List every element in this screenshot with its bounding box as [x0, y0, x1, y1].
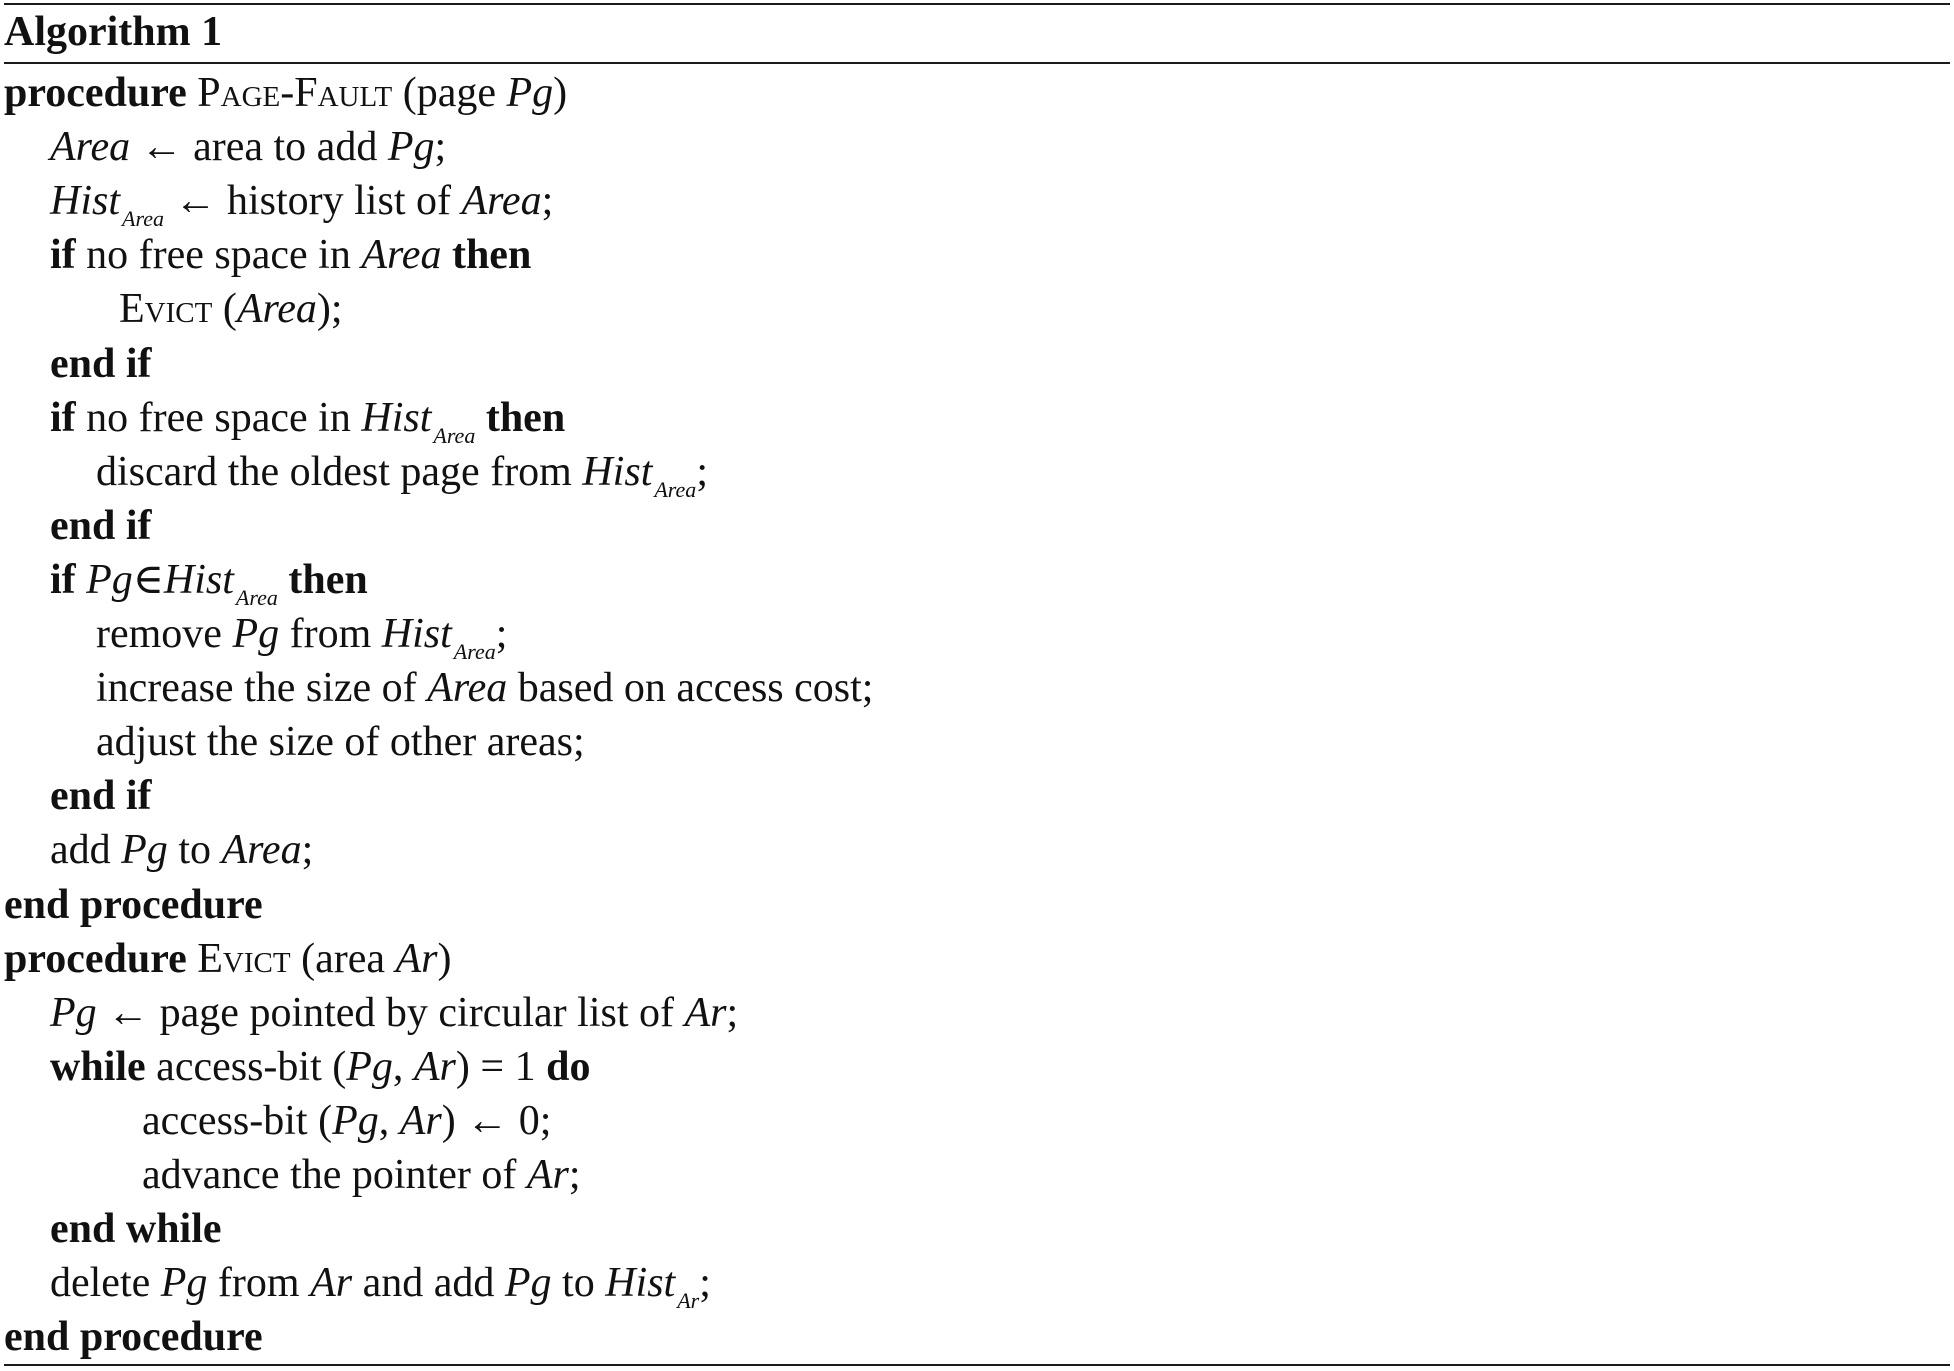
line-text: ; [434, 124, 447, 171]
line-text: from [207, 1260, 311, 1307]
algorithm-line [50, 825, 313, 875]
variable: Pg [346, 1043, 393, 1090]
line-text [76, 557, 87, 603]
variable: Pg [232, 611, 280, 657]
line-text: add [50, 827, 122, 874]
procedure-name: Page-Fault [197, 70, 393, 116]
line-text: remove [96, 611, 233, 657]
algorithm-line [50, 393, 565, 449]
variable: Hist [582, 448, 653, 495]
line-text: delete [50, 1260, 161, 1307]
keyword: while [50, 1043, 146, 1090]
algorithm-line [4, 934, 451, 984]
variable: Pg [387, 124, 435, 171]
variable: Pg [86, 556, 133, 603]
line-text: and add [352, 1260, 505, 1307]
line-text: to [551, 1260, 606, 1307]
variable: Ar [413, 1043, 456, 1090]
line-text: no free space in [75, 232, 362, 279]
keyword: end if [50, 502, 152, 549]
variable: Pg [332, 1097, 379, 1144]
line-text: from [279, 611, 382, 657]
algorithm-line [50, 122, 446, 172]
keyword: then [485, 394, 566, 441]
line-text: access-bit ( [142, 1097, 333, 1144]
variable: Ar [526, 1152, 569, 1198]
procedure-name: Evict [119, 286, 213, 333]
line-text: ( [212, 286, 237, 333]
algorithm-line [4, 68, 567, 118]
variable: Area [461, 178, 542, 225]
line-text: ; [495, 611, 508, 657]
line-text [441, 232, 452, 278]
subscript: Ar [677, 1288, 700, 1314]
variable: Pg [50, 989, 97, 1036]
algorithm-line [50, 1204, 222, 1254]
subscript: Area [654, 476, 697, 502]
variable: Pg [506, 70, 554, 116]
keyword: procedure [4, 70, 187, 116]
algorithm-line [119, 284, 343, 334]
line-text: no free space in [75, 394, 362, 441]
line-text: access-bit ( [145, 1043, 347, 1090]
line-text: ) ← 0; [441, 1097, 552, 1144]
variable: Ar [684, 989, 727, 1036]
line-text: ; [699, 1260, 711, 1307]
algorithm-line [50, 1258, 711, 1314]
line-text: ); [316, 286, 343, 333]
keyword: if [50, 232, 76, 279]
line-text: increase the size of [96, 665, 428, 712]
algorithm-line [4, 880, 263, 930]
variable: Area [361, 232, 442, 279]
line-text: ← area to add [130, 124, 388, 171]
variable: Area [236, 286, 317, 333]
variable: Ar [399, 1097, 442, 1144]
keyword: procedure [4, 935, 187, 982]
keyword: if [50, 394, 76, 441]
line-text: ; [568, 1152, 581, 1198]
subscript: Area [122, 206, 164, 232]
variable: Hist [381, 611, 452, 657]
line-text: ; [541, 178, 554, 225]
top-rule [4, 3, 1950, 5]
algorithm-line [50, 988, 738, 1038]
algorithm-line [142, 1096, 551, 1146]
variable: Ar [310, 1260, 353, 1307]
algorithm-line [50, 1042, 590, 1092]
keyword: end if [50, 773, 152, 820]
line-text: ) [437, 935, 452, 982]
line-text: ; [726, 989, 739, 1036]
algorithm-line [96, 663, 873, 713]
line-text: , [392, 1043, 414, 1090]
line-text: ∈ [132, 556, 164, 603]
algorithm-line [4, 1312, 263, 1362]
algorithm-line [50, 230, 531, 280]
line-text: ← page pointed by circular list of [96, 989, 685, 1036]
variable: Area [50, 124, 131, 171]
line-text: discard the oldest page from [96, 448, 583, 495]
line-text: adjust the size of other areas; [96, 719, 585, 766]
line-text [187, 936, 198, 982]
algorithm-line [50, 339, 152, 389]
keyword: end while [50, 1206, 222, 1253]
line-text: advance the pointer of [142, 1152, 527, 1198]
variable: Pg [160, 1260, 208, 1307]
line-text [475, 395, 486, 441]
procedure-name: Evict [197, 935, 291, 982]
algorithm-line [50, 555, 368, 611]
line-text: to [167, 827, 222, 874]
caption-rule [4, 62, 1950, 64]
variable: Pg [504, 1260, 552, 1307]
variable: Hist [605, 1260, 676, 1307]
variable: Ar [395, 935, 438, 982]
variable: Hist [163, 556, 234, 603]
keyword: end procedure [4, 881, 263, 928]
algorithm-line [50, 176, 553, 232]
line-text: (area [290, 935, 396, 982]
line-text [278, 557, 289, 603]
line-text: based on access cost; [507, 665, 874, 712]
line-text: (page [392, 70, 507, 116]
algorithm-line [142, 1150, 581, 1200]
line-text: ) [553, 70, 568, 116]
variable: Area [427, 665, 508, 712]
algorithm-line [96, 717, 585, 767]
subscript: Area [433, 422, 476, 448]
keyword: then [451, 232, 532, 279]
line-text: ; [696, 448, 708, 495]
algorithm-line [96, 609, 507, 665]
subscript: Area [235, 584, 278, 610]
line-text: , [378, 1097, 400, 1144]
line-text: ) = 1 [455, 1043, 547, 1090]
variable: Hist [361, 394, 432, 441]
variable: Area [221, 827, 302, 874]
line-text: ; [301, 827, 314, 874]
line-text: ← history list of [163, 178, 462, 225]
algorithm-caption: Algorithm 1 [4, 9, 223, 55]
bottom-rule [4, 1364, 1950, 1366]
keyword: do [546, 1043, 591, 1090]
keyword: end procedure [4, 1314, 263, 1361]
variable: Pg [121, 827, 168, 874]
algorithm-line [96, 447, 708, 503]
algorithm-line [50, 501, 152, 551]
subscript: Area [453, 639, 496, 664]
keyword: end if [50, 340, 152, 387]
algorithm-line [50, 771, 152, 821]
variable: Hist [50, 178, 121, 225]
keyword: if [50, 556, 76, 603]
keyword: then [288, 556, 368, 603]
line-text [187, 70, 198, 116]
